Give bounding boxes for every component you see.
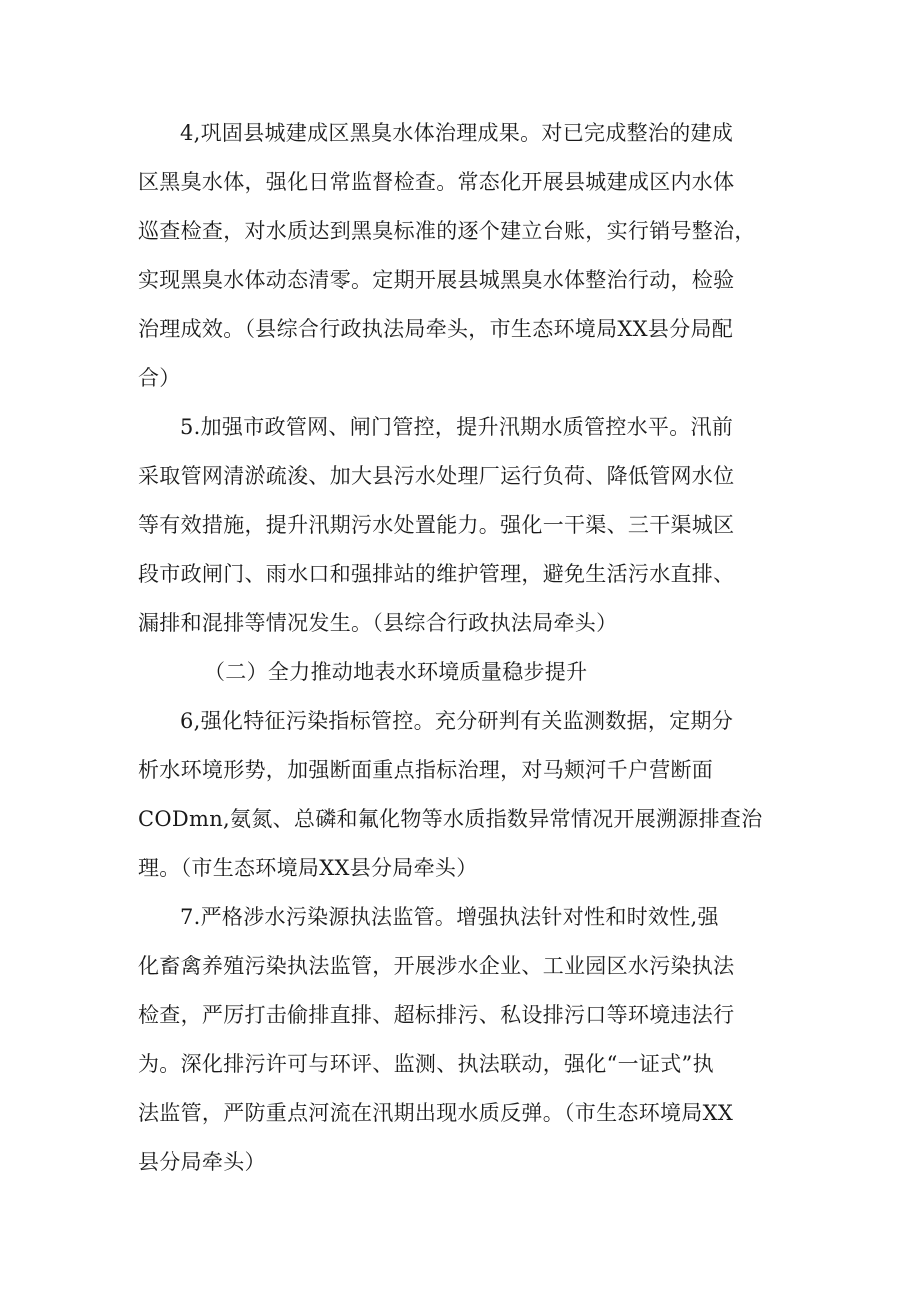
paragraph-7-line-2: 化畜禽养殖污染执法监管，开展涉水企业、工业园区水污染执法	[138, 954, 735, 978]
paragraph-7-line-3: 检查，严厉打击偷排直排、超标排污、私设排污口等环境违法行	[138, 1003, 735, 1027]
paragraph-7-line-6: 县分局牵头）	[138, 1150, 266, 1174]
paragraph-4-line-2: 区黑臭水体，强化日常监督检查。常态化开展县城建成区内水体	[138, 170, 735, 194]
paragraph-7-line-4: 为。深化排污许可与环评、监测、执法联动，强化“一证式”执	[138, 1052, 714, 1076]
paragraph-4-line-5: 治理成效。（县综合行政执法局牵头，市生态环境局XX县分局配	[138, 317, 734, 341]
paragraph-6-line-4: 理。（市生态环境局XX县分局牵头）	[138, 856, 478, 880]
paragraph-4-line-3: 巡查检查，对水质达到黑臭标准的逐个建立台账，实行销号整治，	[138, 219, 756, 243]
paragraph-5-line-3: 等有效措施，提升汛期污水处置能力。强化一干渠、三干渠城区	[138, 513, 735, 537]
paragraph-6-line-2: 析水环境形势，加强断面重点指标治理，对马颊河千户营断面	[138, 758, 714, 782]
paragraph-5-line-5: 漏排和混排等情况发生。（县综合行政执法局牵头）	[138, 611, 618, 635]
paragraph-5-line-4: 段市政闸门、雨水口和强排站的维护管理，避免生活污水直排、	[138, 562, 735, 586]
paragraph-5-line-1: 5.加强市政管网、闸门管控，提升汛期水质管控水平。汛前	[180, 415, 734, 439]
paragraph-4-line-6: 合）	[138, 366, 181, 390]
paragraph-6-line-3: CODmn,氨氮、总磷和氟化物等水质指数异常情况开展溯源排查治	[138, 807, 763, 831]
paragraph-4-line-1: 4,巩固县城建成区黑臭水体治理成果。对已完成整治的建成	[180, 121, 734, 145]
paragraph-6-line-1: 6,强化特征污染指标管控。充分研判有关监测数据，定期分	[180, 709, 734, 733]
section-heading: （二）全力推动地表水环境质量稳步提升	[204, 660, 588, 684]
paragraph-4-line-4: 实现黑臭水体动态清零。定期开展县城黑臭水体整治行动，检验	[138, 268, 735, 292]
paragraph-7-line-1: 7.严格涉水污染源执法监管。增强执法针对性和时效性,强	[180, 905, 719, 929]
paragraph-7-line-5: 法监管，严防重点河流在汛期出现水质反弹。（市生态环境局XX	[138, 1101, 734, 1125]
paragraph-5-line-2: 采取管网清淤疏浚、加大县污水处理厂运行负荷、降低管网水位	[138, 464, 735, 488]
